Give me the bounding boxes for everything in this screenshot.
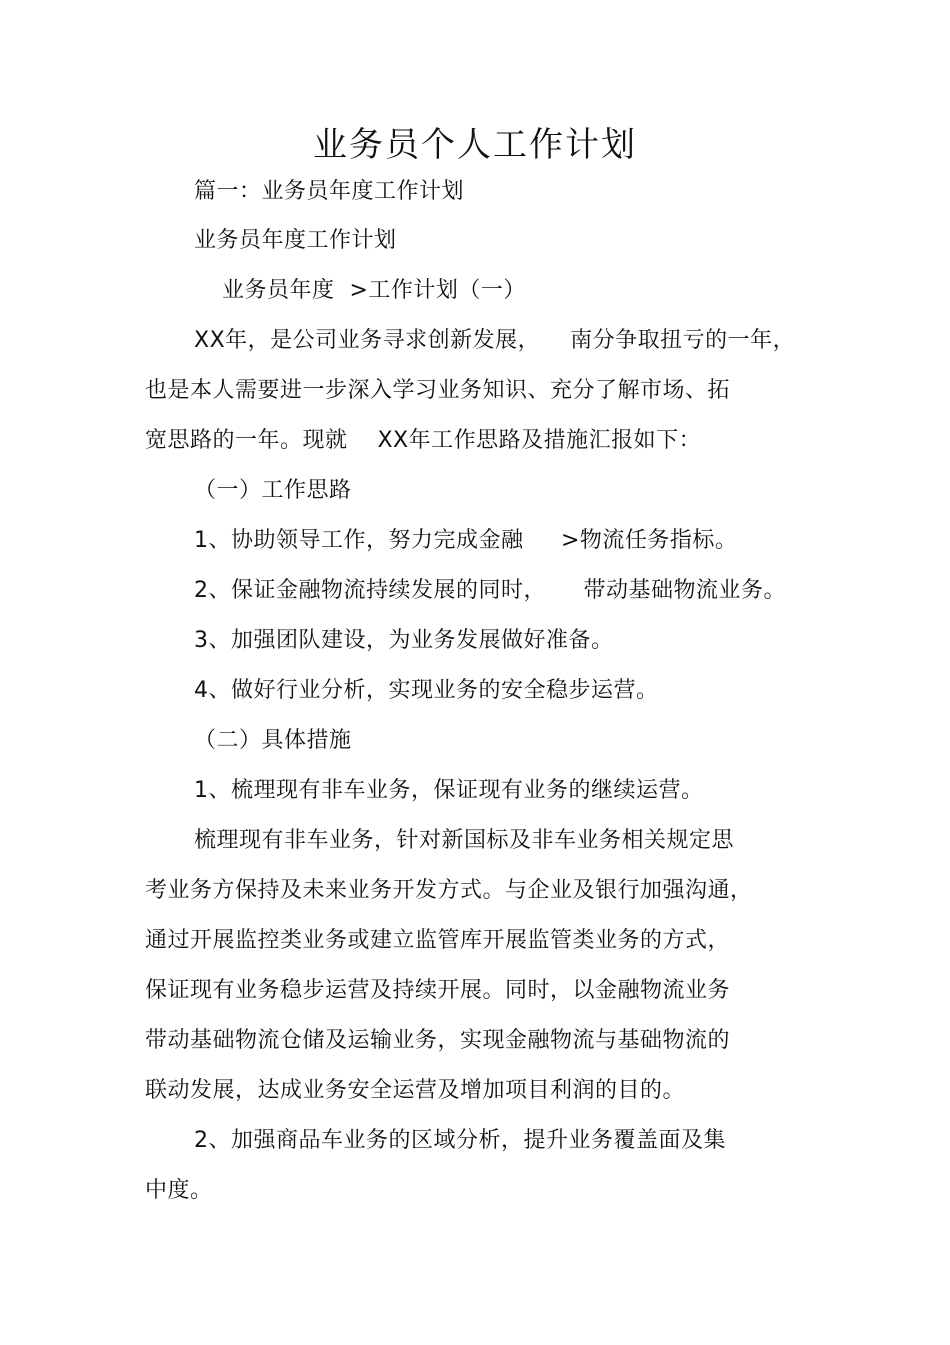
list-item: 1、梳理现有非车业务，保证现有业务的继续运营。: [194, 778, 704, 803]
text-line: XX年，是公司业务寻求创新发展， 南分争取扭亏的一年，: [194, 328, 796, 353]
list-item: 4、做好行业分析，实现业务的安全稳步运营。: [194, 678, 659, 703]
text-line: 也是本人需要进一步深入学习业务知识、充分了解市场、拓: [145, 378, 731, 403]
text-line: 宽思路的一年。现就 XX年工作思路及措施汇报如下：: [145, 428, 702, 453]
section-heading: （二）具体措施: [194, 728, 352, 753]
text-line: 联动发展，达成业务安全运营及增加项目利润的目的。: [145, 1078, 686, 1103]
text-line: 考业务方保持及未来业务开发方式。与企业及银行加强沟通，: [145, 878, 753, 903]
text-line: 业务员年度 >工作计划（一）: [222, 278, 526, 303]
section-heading: （一）工作思路: [194, 478, 352, 503]
list-item: 2、保证金融物流持续发展的同时， 带动基础物流业务。: [194, 578, 786, 603]
text-line: 带动基础物流仓储及运输业务，实现金融物流与基础物流的: [145, 1028, 731, 1053]
list-item: 1、协助领导工作，努力完成金融 >物流任务指标。: [194, 528, 738, 553]
text-line: 通过开展监控类业务或建立监管库开展监管类业务的方式，: [145, 928, 731, 953]
text-line: 梳理现有非车业务，针对新国标及非车业务相关规定思: [194, 828, 735, 853]
text-line: 中度。: [145, 1178, 213, 1203]
text-line: 保证现有业务稳步运营及持续开展。同时，以金融物流业务: [145, 978, 731, 1003]
list-item: 3、加强团队建设，为业务发展做好准备。: [194, 628, 614, 653]
document-title: 业务员个人工作计划: [313, 125, 637, 165]
text-line: 业务员年度工作计划: [194, 228, 397, 253]
list-item: 2、加强商品车业务的区域分析，提升业务覆盖面及集: [194, 1128, 726, 1153]
text-line: 篇一：业务员年度工作计划: [194, 179, 465, 204]
